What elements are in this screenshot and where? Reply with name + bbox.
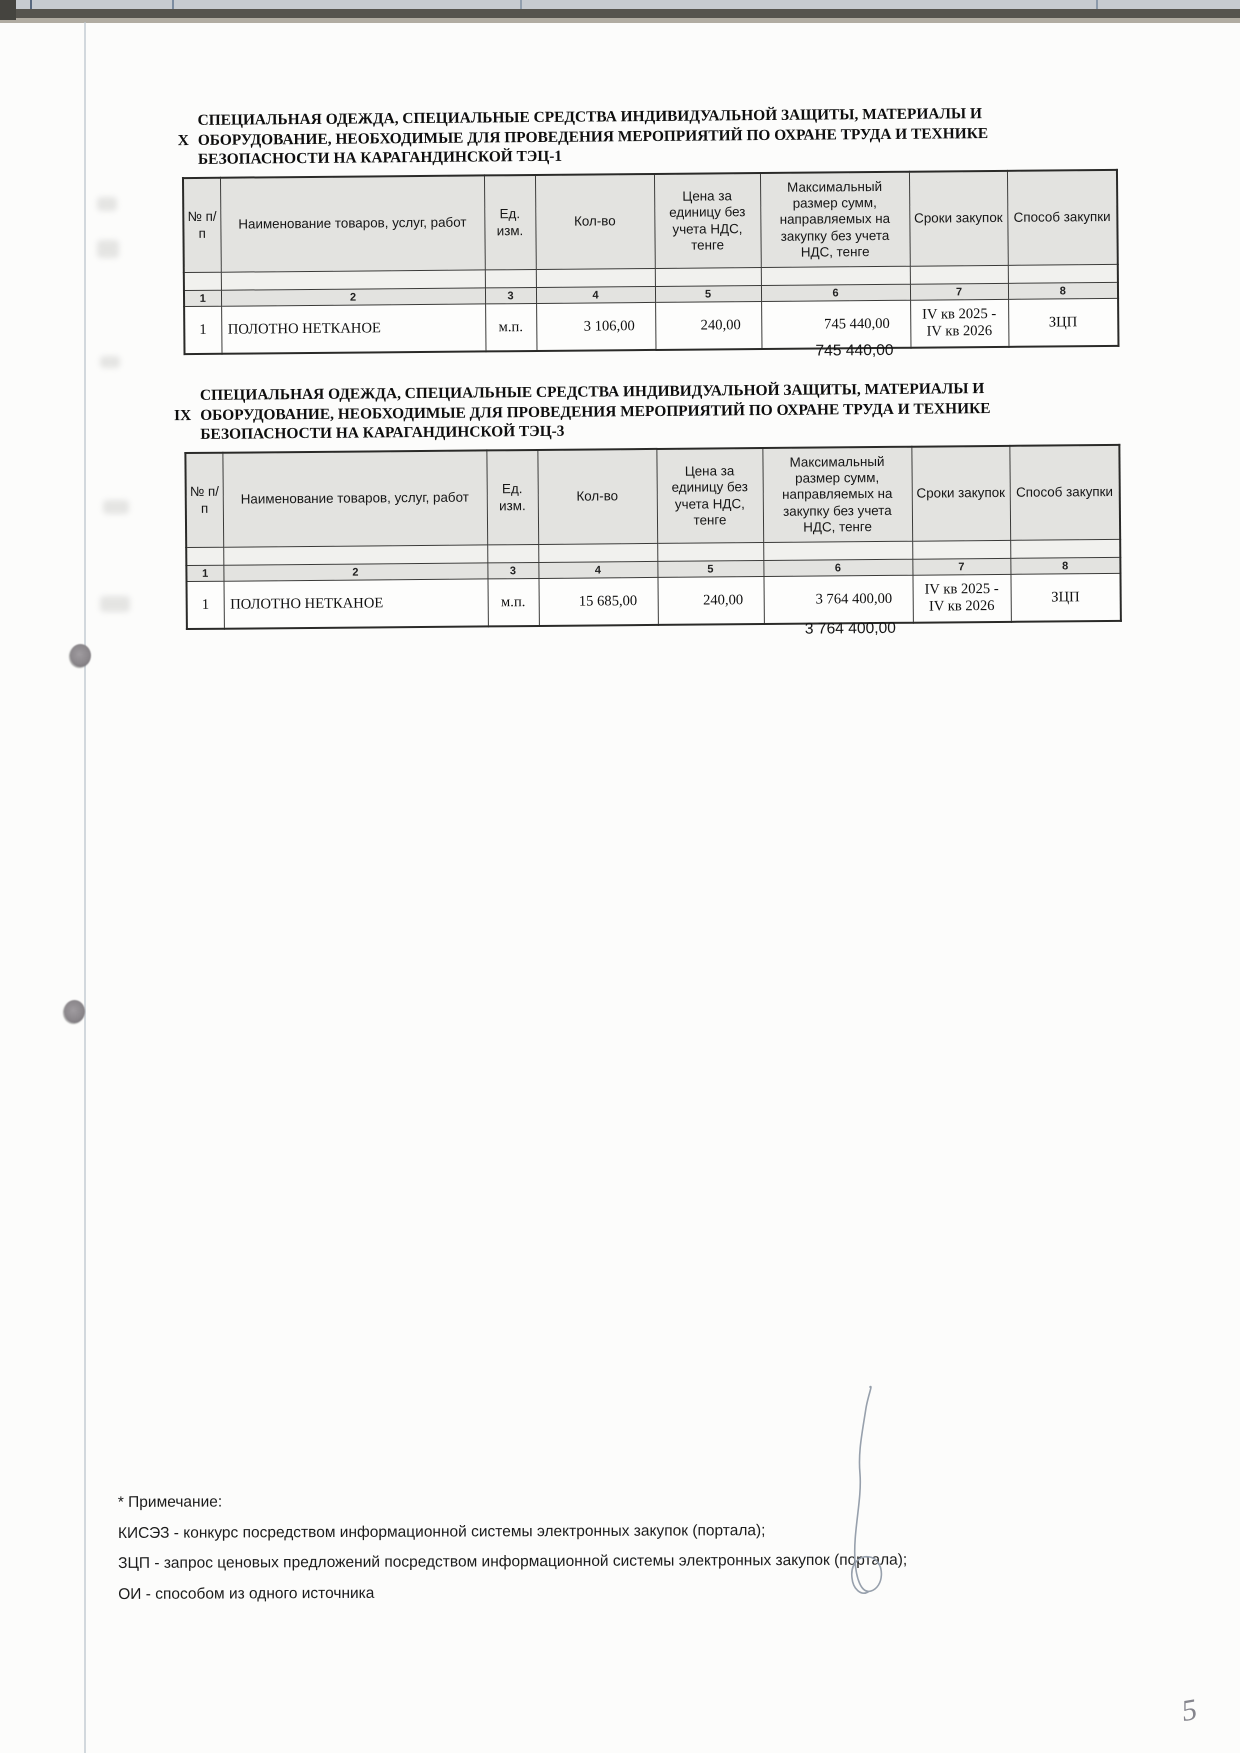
cell-terms: IV кв 2025 - IV кв 2026 xyxy=(910,299,1008,347)
header-cell-unit-price: Цена за единицу без учета НДС, тенге xyxy=(654,173,761,268)
column-number: 7 xyxy=(910,283,1008,300)
cell-item-name: ПОЛОТНО НЕТКАНОЕ xyxy=(224,579,488,629)
column-number: 2 xyxy=(223,563,487,581)
section-title: СПЕЦИАЛЬНАЯ ОДЕЖДА, СПЕЦИАЛЬНЫЕ СРЕДСТВА ИНДИВИДУАЛЬНОЙ ЗАЩИТЫ, МАТЕРИАЛЫ И ОБОРУДОВАНИЕ, НЕОБХОДИМЫЕ ДЛЯ ПРОВЕДЕНИЯ МЕРОПРИЯТИЙ ПО ОХРАНЕ ТРУДА И ТЕХНИКЕ БЕЗОПАСНОСТИ НА КАРАГАНДИНСКОЙ ТЭЦ-3 xyxy=(199,380,991,443)
header-cell-terms: Сроки закупок xyxy=(911,446,1010,541)
cell-unit-price: 240,00 xyxy=(657,577,763,625)
table-total: 745 440,00 xyxy=(815,341,894,360)
procurement-table-tec3 xyxy=(184,444,1122,630)
column-number: 7 xyxy=(912,558,1010,575)
column-number: 8 xyxy=(1010,557,1120,574)
column-number: 6 xyxy=(761,284,910,301)
column-number: 5 xyxy=(657,561,763,578)
section-index: X xyxy=(177,131,189,149)
cell-row-num: 1 xyxy=(184,306,221,354)
table-row xyxy=(184,298,1118,354)
header-cell-max-sum: Максимальный размер сумм, направляемых на закупку без учета НДС, тенге xyxy=(760,172,910,268)
column-number: 5 xyxy=(655,286,761,303)
column-number: 2 xyxy=(221,288,485,306)
cell-method: ЗЦП xyxy=(1010,573,1120,621)
column-number: 1 xyxy=(186,565,223,581)
header-cell-name: Наименование товаров, услуг, работ xyxy=(220,175,485,272)
footnote-title: * Примечание: xyxy=(117,1493,223,1511)
page-number-handwritten: 5 xyxy=(1179,1692,1200,1729)
cell-max-sum: 3 764 400,00 xyxy=(763,575,912,624)
footnote-line: ЗЦП - запрос ценовых предложений посредством информационной системы электронных закупок (портала); xyxy=(118,1551,908,1572)
header-cell-max-sum: Максимальный размер сумм, направляемых на закупку без учета НДС, тенге xyxy=(762,447,912,543)
column-number: 6 xyxy=(763,559,912,576)
procurement-table-tec1 xyxy=(182,169,1120,355)
column-number: 4 xyxy=(536,286,655,303)
cell-qty: 15 685,00 xyxy=(538,577,657,626)
cell-unit-price: 240,00 xyxy=(655,302,761,350)
section-heading xyxy=(174,379,1003,445)
footnote-line: КИСЭЗ - конкурс посредством информационной системы электронных закупок (портала); xyxy=(117,1521,766,1542)
column-number: 4 xyxy=(538,561,657,578)
column-number: 3 xyxy=(487,562,538,578)
cell-method: ЗЦП xyxy=(1008,298,1118,346)
table-header-row xyxy=(185,445,1120,548)
column-number: 8 xyxy=(1008,282,1118,299)
cell-item-name: ПОЛОТНО НЕТКАНОЕ xyxy=(221,304,485,354)
footnote-line: ОИ - способом из одного источника xyxy=(118,1584,375,1603)
column-number: 3 xyxy=(485,287,536,303)
signature-mark xyxy=(830,1382,894,1614)
punch-hole xyxy=(64,1000,85,1023)
section-title: СПЕЦИАЛЬНАЯ ОДЕЖДА, СПЕЦИАЛЬНЫЕ СРЕДСТВА ИНДИВИДУАЛЬНОЙ ЗАЩИТЫ, МАТЕРИАЛЫ И ОБОРУДОВАНИЕ, НЕОБХОДИМЫЕ ДЛЯ ПРОВЕДЕНИЯ МЕРОПРИЯТИЙ ПО ОХРАНЕ ТРУДА И ТЕХНИКЕ БЕЗОПАСНОСТИ НА КАРАГАНДИНСКОЙ ТЭЦ-1 xyxy=(197,105,989,168)
header-cell-method: Способ закупки xyxy=(1009,445,1120,540)
header-cell-unit-price: Цена за единицу без учета НДС, тенге xyxy=(656,448,763,543)
cell-terms: IV кв 2025 - IV кв 2026 xyxy=(912,574,1010,622)
cell-unit: м.п. xyxy=(485,303,536,351)
table-row xyxy=(187,573,1121,629)
header-cell-qty: Кол-во xyxy=(537,449,657,545)
section-heading xyxy=(177,104,1000,170)
header-cell-name: Наименование товаров, услуг, работ xyxy=(222,450,487,547)
header-cell-num: № п/п xyxy=(185,453,223,548)
cell-qty: 3 106,00 xyxy=(536,302,655,351)
header-cell-num: № п/п xyxy=(183,178,221,273)
section-index: IX xyxy=(173,406,192,424)
header-cell-unit: Ед. изм. xyxy=(486,450,538,545)
table-header-row xyxy=(183,170,1118,273)
column-number: 1 xyxy=(184,290,221,306)
cell-row-num: 1 xyxy=(187,581,224,629)
table-total: 3 764 400,00 xyxy=(804,619,897,638)
cell-max-sum: 745 440,00 xyxy=(761,300,910,349)
header-cell-terms: Сроки закупок xyxy=(909,171,1008,266)
cell-unit: м.п. xyxy=(487,578,538,626)
header-cell-qty: Кол-во xyxy=(535,174,655,270)
header-cell-method: Способ закупки xyxy=(1007,170,1118,265)
header-cell-unit: Ед. изм. xyxy=(484,175,536,270)
